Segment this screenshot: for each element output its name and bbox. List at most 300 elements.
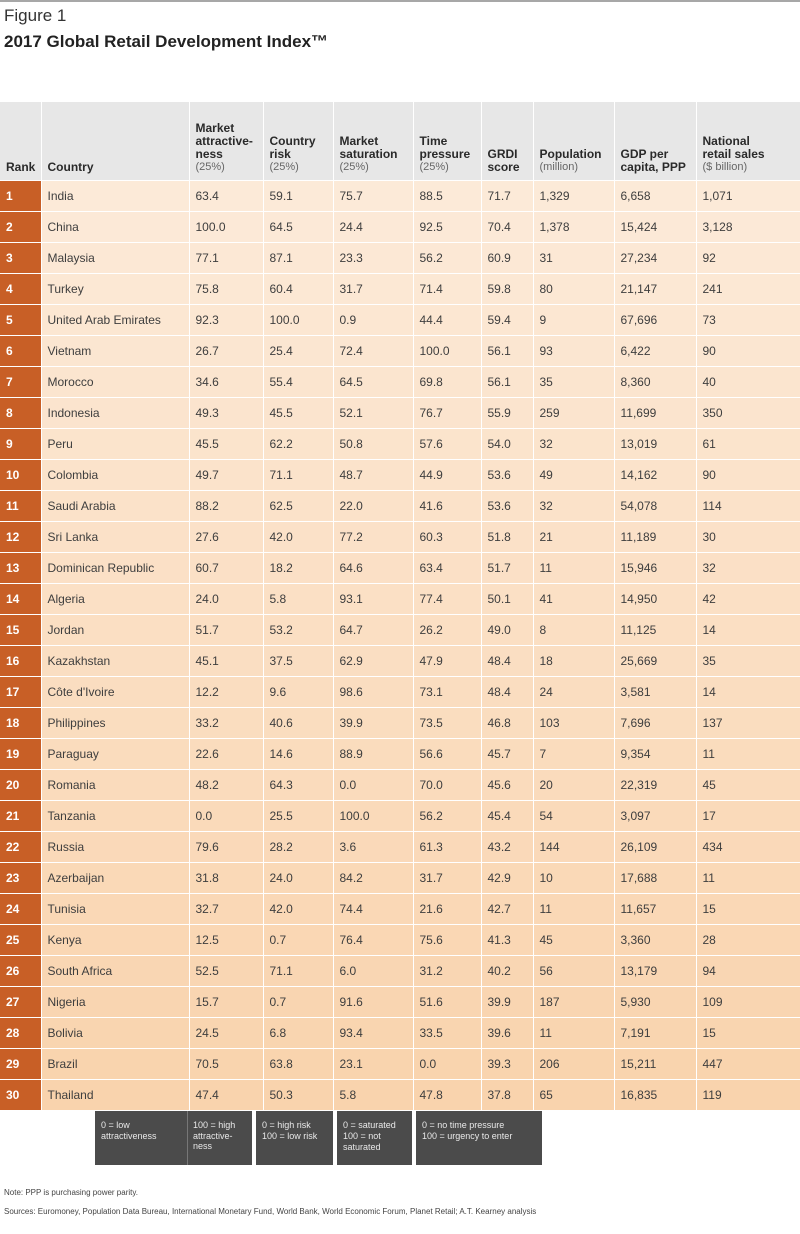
rank-badge: 29 <box>0 1048 41 1079</box>
table-cell: 22.6 <box>189 738 263 769</box>
table-cell: 45.4 <box>481 800 533 831</box>
table-cell: 92.3 <box>189 304 263 335</box>
table-cell: 18.2 <box>263 552 333 583</box>
table-cell: 109 <box>696 986 800 1017</box>
table-cell: 80 <box>533 273 614 304</box>
table-cell: 21.6 <box>413 893 481 924</box>
country-cell: India <box>41 180 189 211</box>
table-cell: 48.2 <box>189 769 263 800</box>
table-cell: 6,422 <box>614 335 696 366</box>
table-cell: 24.5 <box>189 1017 263 1048</box>
table-row <box>0 614 800 645</box>
table-cell: 45.1 <box>189 645 263 676</box>
column-header-line: Country <box>269 133 316 148</box>
legend-divider <box>187 1111 188 1165</box>
table-cell: 59.4 <box>481 304 533 335</box>
column-header-line: saturation <box>339 146 398 161</box>
column-header-sub: (25%) <box>339 160 369 173</box>
table-cell: 32 <box>533 428 614 459</box>
country-cell: Tanzania <box>41 800 189 831</box>
table-cell: 11 <box>533 1017 614 1048</box>
table-cell: 72.4 <box>333 335 413 366</box>
table-cell: 13,019 <box>614 428 696 459</box>
table-cell: 11 <box>533 552 614 583</box>
table-cell: 55.4 <box>263 366 333 397</box>
rank-badge: 8 <box>0 397 41 428</box>
table-cell: 7,191 <box>614 1017 696 1048</box>
rank-badge: 5 <box>0 304 41 335</box>
rank-badge: 1 <box>0 180 41 211</box>
table-cell: 41 <box>533 583 614 614</box>
table-cell: 73.5 <box>413 707 481 738</box>
table-row <box>0 335 800 366</box>
table-cell: 32.7 <box>189 893 263 924</box>
table-cell: 31.2 <box>413 955 481 986</box>
table-cell: 63.8 <box>263 1048 333 1079</box>
table-cell: 50.8 <box>333 428 413 459</box>
column-header-sub: (25%) <box>195 160 225 173</box>
column-header-line: Population <box>539 146 602 161</box>
country-cell: South Africa <box>41 955 189 986</box>
table-cell: 11 <box>533 893 614 924</box>
table-cell: 100.0 <box>413 335 481 366</box>
country-cell: Indonesia <box>41 397 189 428</box>
table-cell: 48.4 <box>481 645 533 676</box>
country-cell: Peru <box>41 428 189 459</box>
column-header-line: National <box>702 133 750 148</box>
table-cell: 75.8 <box>189 273 263 304</box>
column-header-line: capita, PPP <box>620 159 686 174</box>
table-cell: 7 <box>533 738 614 769</box>
table-cell: 12.2 <box>189 676 263 707</box>
column-header-line: ness <box>195 146 223 161</box>
rank-badge: 7 <box>0 366 41 397</box>
column-header <box>263 102 333 180</box>
table-cell: 39.3 <box>481 1048 533 1079</box>
table-cell: 3,581 <box>614 676 696 707</box>
table-cell: 49.0 <box>481 614 533 645</box>
table-cell: 144 <box>533 831 614 862</box>
table-cell: 26,109 <box>614 831 696 862</box>
table-cell: 60.7 <box>189 552 263 583</box>
country-cell: Sri Lanka <box>41 521 189 552</box>
legend-pressure-low: 0 = no time pressure <box>422 1120 505 1130</box>
legend-attractiveness-low: 0 = low attractiveness <box>101 1120 157 1141</box>
table-cell: 37.8 <box>481 1079 533 1110</box>
table-cell: 44.4 <box>413 304 481 335</box>
table-cell: 27.6 <box>189 521 263 552</box>
table-cell: 6.0 <box>333 955 413 986</box>
table-cell: 14 <box>696 676 800 707</box>
table-row <box>0 273 800 304</box>
table-cell: 10 <box>533 862 614 893</box>
country-cell: Saudi Arabia <box>41 490 189 521</box>
table-cell: 137 <box>696 707 800 738</box>
legend-attractiveness-high: 100 = high attractive-ness <box>193 1120 236 1151</box>
table-cell: 60.9 <box>481 242 533 273</box>
table-cell: 88.2 <box>189 490 263 521</box>
rank-badge: 21 <box>0 800 41 831</box>
table-cell: 24.0 <box>189 583 263 614</box>
table-cell: 100.0 <box>333 800 413 831</box>
legend-pressure <box>416 1111 542 1165</box>
table-cell: 31 <box>533 242 614 273</box>
country-cell: Tunisia <box>41 893 189 924</box>
table-cell: 40 <box>696 366 800 397</box>
table-row <box>0 211 800 242</box>
table-cell: 9,354 <box>614 738 696 769</box>
table-cell: 11,657 <box>614 893 696 924</box>
table-cell: 24.4 <box>333 211 413 242</box>
rank-badge: 18 <box>0 707 41 738</box>
table-cell: 59.8 <box>481 273 533 304</box>
table-cell: 73.1 <box>413 676 481 707</box>
table-cell: 11 <box>696 738 800 769</box>
table-cell: 39.6 <box>481 1017 533 1048</box>
grdi-table <box>0 102 800 1110</box>
table-cell: 26.2 <box>413 614 481 645</box>
table-cell: 57.6 <box>413 428 481 459</box>
table-row <box>0 552 800 583</box>
table-cell: 48.4 <box>481 676 533 707</box>
table-cell: 51.8 <box>481 521 533 552</box>
table-cell: 76.7 <box>413 397 481 428</box>
table-cell: 15,946 <box>614 552 696 583</box>
table-cell: 53.6 <box>481 459 533 490</box>
table-row <box>0 180 800 211</box>
country-cell: Nigeria <box>41 986 189 1017</box>
table-row <box>0 583 800 614</box>
table-cell: 3,097 <box>614 800 696 831</box>
table-row <box>0 986 800 1017</box>
table-cell: 60.4 <box>263 273 333 304</box>
country-cell: Dominican Republic <box>41 552 189 583</box>
table-row <box>0 459 800 490</box>
table-row <box>0 242 800 273</box>
table-cell: 114 <box>696 490 800 521</box>
table-cell: 0.0 <box>413 1048 481 1079</box>
table-cell: 51.7 <box>189 614 263 645</box>
top-rule <box>0 0 800 2</box>
table-cell: 31.7 <box>333 273 413 304</box>
table-cell: 77.1 <box>189 242 263 273</box>
table-cell: 70.5 <box>189 1048 263 1079</box>
rank-badge: 2 <box>0 211 41 242</box>
table-cell: 88.5 <box>413 180 481 211</box>
table-cell: 5,930 <box>614 986 696 1017</box>
table-cell: 31.7 <box>413 862 481 893</box>
table-cell: 447 <box>696 1048 800 1079</box>
table-cell: 39.9 <box>481 986 533 1017</box>
country-cell: Russia <box>41 831 189 862</box>
table-cell: 45.5 <box>189 428 263 459</box>
table-cell: 5.8 <box>263 583 333 614</box>
table-cell: 77.4 <box>413 583 481 614</box>
column-header <box>0 102 41 180</box>
scale-legend <box>0 1111 800 1165</box>
table-cell: 3.6 <box>333 831 413 862</box>
table-cell: 187 <box>533 986 614 1017</box>
country-cell: Jordan <box>41 614 189 645</box>
rank-badge: 6 <box>0 335 41 366</box>
table-cell: 87.1 <box>263 242 333 273</box>
table-cell: 98.6 <box>333 676 413 707</box>
table-cell: 77.2 <box>333 521 413 552</box>
column-header <box>614 102 696 180</box>
table-cell: 1,071 <box>696 180 800 211</box>
table-cell: 103 <box>533 707 614 738</box>
table-cell: 76.4 <box>333 924 413 955</box>
table-cell: 47.8 <box>413 1079 481 1110</box>
table-body <box>0 180 800 1110</box>
table-cell: 62.9 <box>333 645 413 676</box>
table-cell: 42.9 <box>481 862 533 893</box>
table-cell: 92 <box>696 242 800 273</box>
table-row <box>0 924 800 955</box>
rank-badge: 25 <box>0 924 41 955</box>
table-cell: 63.4 <box>413 552 481 583</box>
table-cell: 350 <box>696 397 800 428</box>
table-cell: 91.6 <box>333 986 413 1017</box>
rank-badge: 16 <box>0 645 41 676</box>
table-cell: 45.5 <box>263 397 333 428</box>
country-cell: Turkey <box>41 273 189 304</box>
legend-risk <box>256 1111 333 1165</box>
table-cell: 14 <box>696 614 800 645</box>
table-cell: 40.6 <box>263 707 333 738</box>
table-cell: 18 <box>533 645 614 676</box>
table-cell: 64.3 <box>263 769 333 800</box>
table-cell: 61 <box>696 428 800 459</box>
column-header-sub: (25%) <box>269 160 299 173</box>
column-header-line: Country <box>47 159 94 174</box>
table-cell: 64.6 <box>333 552 413 583</box>
table-cell: 71.1 <box>263 459 333 490</box>
country-cell: Kazakhstan <box>41 645 189 676</box>
table-header-row <box>0 102 800 180</box>
table-cell: 37.5 <box>263 645 333 676</box>
table-cell: 55.9 <box>481 397 533 428</box>
column-header-line: GDP per <box>620 146 669 161</box>
table-cell: 15,424 <box>614 211 696 242</box>
column-header-line: Rank <box>6 159 36 174</box>
table-row <box>0 1017 800 1048</box>
table-row <box>0 645 800 676</box>
table-cell: 40.2 <box>481 955 533 986</box>
table-cell: 21,147 <box>614 273 696 304</box>
table-cell: 70.4 <box>481 211 533 242</box>
column-header <box>696 102 800 180</box>
table-cell: 23.1 <box>333 1048 413 1079</box>
table-cell: 14,950 <box>614 583 696 614</box>
table-cell: 3,360 <box>614 924 696 955</box>
column-header-line: Time <box>419 133 448 148</box>
table-cell: 13,179 <box>614 955 696 986</box>
table-cell: 45 <box>533 924 614 955</box>
table-cell: 25,669 <box>614 645 696 676</box>
rank-badge: 19 <box>0 738 41 769</box>
country-cell: United Arab Emirates <box>41 304 189 335</box>
table-cell: 54,078 <box>614 490 696 521</box>
rank-badge: 4 <box>0 273 41 304</box>
rank-badge: 9 <box>0 428 41 459</box>
table-cell: 94 <box>696 955 800 986</box>
table-cell: 71.1 <box>263 955 333 986</box>
table-row <box>0 831 800 862</box>
table-cell: 42.0 <box>263 521 333 552</box>
table-cell: 93 <box>533 335 614 366</box>
table-cell: 5.8 <box>333 1079 413 1110</box>
table-row <box>0 490 800 521</box>
table-cell: 25.4 <box>263 335 333 366</box>
table-row <box>0 893 800 924</box>
country-cell: Malaysia <box>41 242 189 273</box>
country-cell: Thailand <box>41 1079 189 1110</box>
table-cell: 39.9 <box>333 707 413 738</box>
table-cell: 7,696 <box>614 707 696 738</box>
column-header-line: retail sales <box>702 146 765 161</box>
rank-badge: 17 <box>0 676 41 707</box>
table-cell: 45.6 <box>481 769 533 800</box>
column-header-line: risk <box>269 146 291 161</box>
table-cell: 61.3 <box>413 831 481 862</box>
table-cell: 15 <box>696 893 800 924</box>
table-row <box>0 428 800 459</box>
table-cell: 14,162 <box>614 459 696 490</box>
table-cell: 17 <box>696 800 800 831</box>
column-header <box>333 102 413 180</box>
table-cell: 0.0 <box>333 769 413 800</box>
column-header <box>413 102 481 180</box>
country-cell: Philippines <box>41 707 189 738</box>
column-header-sub: ($ billion) <box>702 160 748 173</box>
table-cell: 1,378 <box>533 211 614 242</box>
table-cell: 11,125 <box>614 614 696 645</box>
rank-badge: 27 <box>0 986 41 1017</box>
table-cell: 0.0 <box>189 800 263 831</box>
table-cell: 41.6 <box>413 490 481 521</box>
table-cell: 92.5 <box>413 211 481 242</box>
table-cell: 8,360 <box>614 366 696 397</box>
table-cell: 47.4 <box>189 1079 263 1110</box>
table-cell: 54 <box>533 800 614 831</box>
table-cell: 11,699 <box>614 397 696 428</box>
rank-badge: 15 <box>0 614 41 645</box>
table-cell: 49.7 <box>189 459 263 490</box>
table-cell: 50.1 <box>481 583 533 614</box>
rank-badge: 10 <box>0 459 41 490</box>
rank-badge: 28 <box>0 1017 41 1048</box>
rank-badge: 30 <box>0 1079 41 1110</box>
country-cell: Kenya <box>41 924 189 955</box>
column-header <box>41 102 189 180</box>
table-cell: 64.7 <box>333 614 413 645</box>
table-cell: 42.7 <box>481 893 533 924</box>
footnote: Note: PPP is purchasing power parity. <box>4 1188 138 1197</box>
table-cell: 53.2 <box>263 614 333 645</box>
rank-badge: 24 <box>0 893 41 924</box>
table-cell: 45.7 <box>481 738 533 769</box>
table-cell: 56.2 <box>413 800 481 831</box>
table-cell: 47.9 <box>413 645 481 676</box>
table-cell: 42.0 <box>263 893 333 924</box>
table-row <box>0 707 800 738</box>
table-cell: 62.5 <box>263 490 333 521</box>
legend-saturation <box>337 1111 412 1165</box>
table-cell: 93.4 <box>333 1017 413 1048</box>
table-cell: 93.1 <box>333 583 413 614</box>
table-cell: 43.2 <box>481 831 533 862</box>
table-row <box>0 366 800 397</box>
table-cell: 241 <box>696 273 800 304</box>
table-cell: 69.8 <box>413 366 481 397</box>
table-row <box>0 862 800 893</box>
table-cell: 74.4 <box>333 893 413 924</box>
rank-badge: 23 <box>0 862 41 893</box>
table-row <box>0 304 800 335</box>
column-header-line: GRDI <box>487 146 518 161</box>
figure-label: Figure 1 <box>4 6 67 25</box>
table-row <box>0 1048 800 1079</box>
rank-badge: 13 <box>0 552 41 583</box>
country-cell: Côte d'Ivoire <box>41 676 189 707</box>
table-cell: 100.0 <box>189 211 263 242</box>
country-cell: Azerbaijan <box>41 862 189 893</box>
table-row <box>0 397 800 428</box>
table-cell: 12.5 <box>189 924 263 955</box>
country-cell: China <box>41 211 189 242</box>
rank-badge: 22 <box>0 831 41 862</box>
table-cell: 15.7 <box>189 986 263 1017</box>
table-cell: 8 <box>533 614 614 645</box>
column-header <box>533 102 614 180</box>
table-cell: 119 <box>696 1079 800 1110</box>
country-cell: Algeria <box>41 583 189 614</box>
table-cell: 24.0 <box>263 862 333 893</box>
column-header-sub: (million) <box>539 160 578 173</box>
rank-badge: 26 <box>0 955 41 986</box>
table-cell: 0.7 <box>263 986 333 1017</box>
table-cell: 64.5 <box>263 211 333 242</box>
table-cell: 0.7 <box>263 924 333 955</box>
table-cell: 15 <box>696 1017 800 1048</box>
table-cell: 34.6 <box>189 366 263 397</box>
table-cell: 56.1 <box>481 335 533 366</box>
column-header <box>189 102 263 180</box>
table-cell: 27,234 <box>614 242 696 273</box>
rank-badge: 3 <box>0 242 41 273</box>
table-cell: 1,329 <box>533 180 614 211</box>
table-cell: 206 <box>533 1048 614 1079</box>
column-header-line: Market <box>339 133 379 148</box>
country-cell: Morocco <box>41 366 189 397</box>
table-cell: 259 <box>533 397 614 428</box>
table-cell: 84.2 <box>333 862 413 893</box>
table-cell: 434 <box>696 831 800 862</box>
table-cell: 6.8 <box>263 1017 333 1048</box>
table-cell: 9.6 <box>263 676 333 707</box>
rank-badge: 11 <box>0 490 41 521</box>
table-cell: 11 <box>696 862 800 893</box>
table-cell: 25.5 <box>263 800 333 831</box>
table-cell: 32 <box>533 490 614 521</box>
table-cell: 73 <box>696 304 800 335</box>
table-row <box>0 521 800 552</box>
table-cell: 14.6 <box>263 738 333 769</box>
table-cell: 67,696 <box>614 304 696 335</box>
table-cell: 3,128 <box>696 211 800 242</box>
table-cell: 32 <box>696 552 800 583</box>
